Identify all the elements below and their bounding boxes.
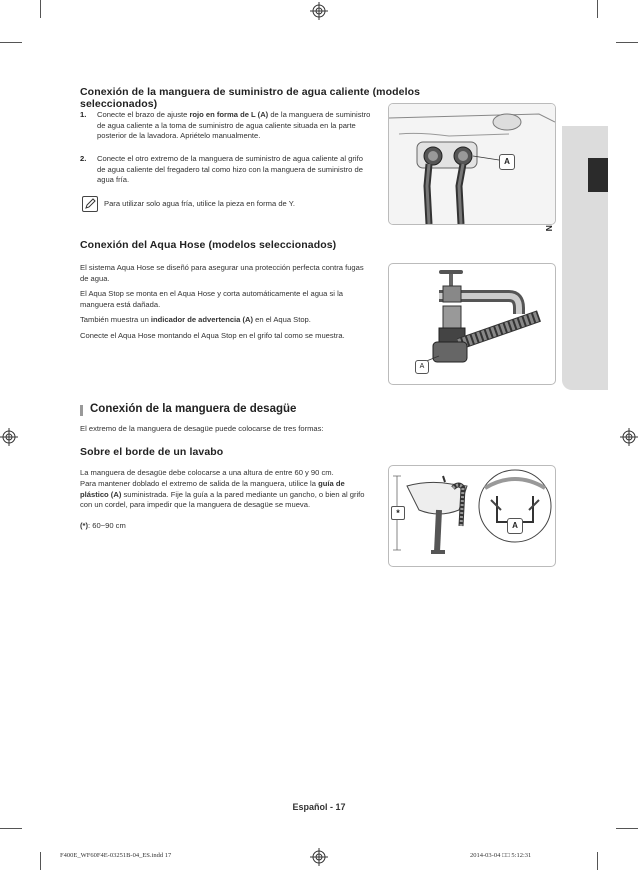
aqua-hose-paragraph-3: También muestra un indicador de advertencia (A) en el Aqua Stop. [80, 315, 311, 324]
sink-drain-illustration [389, 466, 555, 566]
faucet-aqua-stop-illustration [389, 264, 555, 384]
aqua-hose-paragraph-1: El sistema Aqua Hose se diseñó para asegurar una protección perfecta contra fugas de agua. [80, 263, 364, 283]
sink-paragraph-1: La manguera de desagüe debe colocarse a una altura de entre 60 y 90 cm. [80, 468, 334, 477]
callout-label-star: * [391, 506, 405, 520]
sink-paragraph-2: Para mantener doblado el extremo de salida de la manguera, utilice la guía de plástico (A) suministrada. Fije la guía a la pared mediante un gancho, o bien al grifo con un cordel, para impedir que la manguera de desagüe se mueva. [80, 479, 365, 510]
crop-mark [616, 42, 638, 43]
step-2-text: Conecte el otro extremo de la manguera de suministro de agua caliente al grifo de agua caliente del fregadero tal como hizo con la manguera de suministro de agua fría. [97, 154, 363, 185]
crop-mark [597, 852, 598, 870]
figure-hot-water-inlet [388, 103, 556, 225]
registration-mark-icon [310, 2, 328, 20]
footer-file-name: F400E_WF60F4E-03251B-04_ES.indd 17 [60, 852, 172, 859]
step-1-text: Conecte el brazo de ajuste rojo en forma de L (A) de la manguera de suministro de agua caliente a la toma de suministro de agua caliente situada en la parte posterior de la lavadora. Apriételo manualmente. [97, 110, 371, 141]
aqua-hose-paragraph-4: Conecte el Aqua Hose montando el Aqua Stop en el grifo tal como se muestra. [80, 331, 345, 340]
section-marker [80, 405, 83, 416]
sink-paragraph-3: (*): 60~90 cm [80, 521, 126, 530]
figure-aqua-hose [388, 263, 556, 385]
page-number: Español - 17 [292, 802, 346, 812]
callout-label-a: A [415, 360, 429, 374]
note-text: Para utilizar solo agua fría, utilice la pieza en forma de Y. [104, 199, 295, 208]
crop-mark [40, 0, 41, 18]
registration-mark-icon [0, 428, 18, 446]
section-title-drain-hose: Conexión de la manguera de desagüe [90, 403, 297, 415]
crop-mark [0, 42, 22, 43]
callout-label-a: A [507, 518, 523, 534]
subsection-title-sink: Sobre el borde de un lavabo [80, 446, 224, 458]
registration-mark-icon [620, 428, 638, 446]
chapter-tab-marker [588, 158, 608, 192]
aqua-hose-paragraph-2: El Aqua Stop se monta en el Aqua Hose y corta automáticamente el agua si la manguera está dañada. [80, 289, 343, 309]
section-title-hot-water: Conexión de la manguera de suministro de agua caliente (modelos seleccionados) [80, 86, 421, 110]
registration-mark-icon [310, 848, 328, 866]
crop-mark [616, 828, 638, 829]
washer-back-illustration [389, 104, 555, 224]
drain-hose-intro: El extremo de la manguera de desagüe puede colocarse de tres formas: [80, 424, 324, 433]
footer-timestamp: 2014-03-04 □□ 5:12:31 [470, 852, 532, 859]
step-number: 1. [80, 110, 87, 119]
crop-mark [40, 852, 41, 870]
step-number: 2. [80, 154, 87, 163]
figure-drain-hose [388, 465, 556, 567]
callout-label-a: A [499, 154, 515, 170]
crop-mark [0, 828, 22, 829]
crop-mark [597, 0, 598, 18]
section-title-aqua-hose: Conexión del Aqua Hose (modelos seleccionados) [80, 239, 337, 251]
note-pencil-icon [82, 196, 98, 212]
